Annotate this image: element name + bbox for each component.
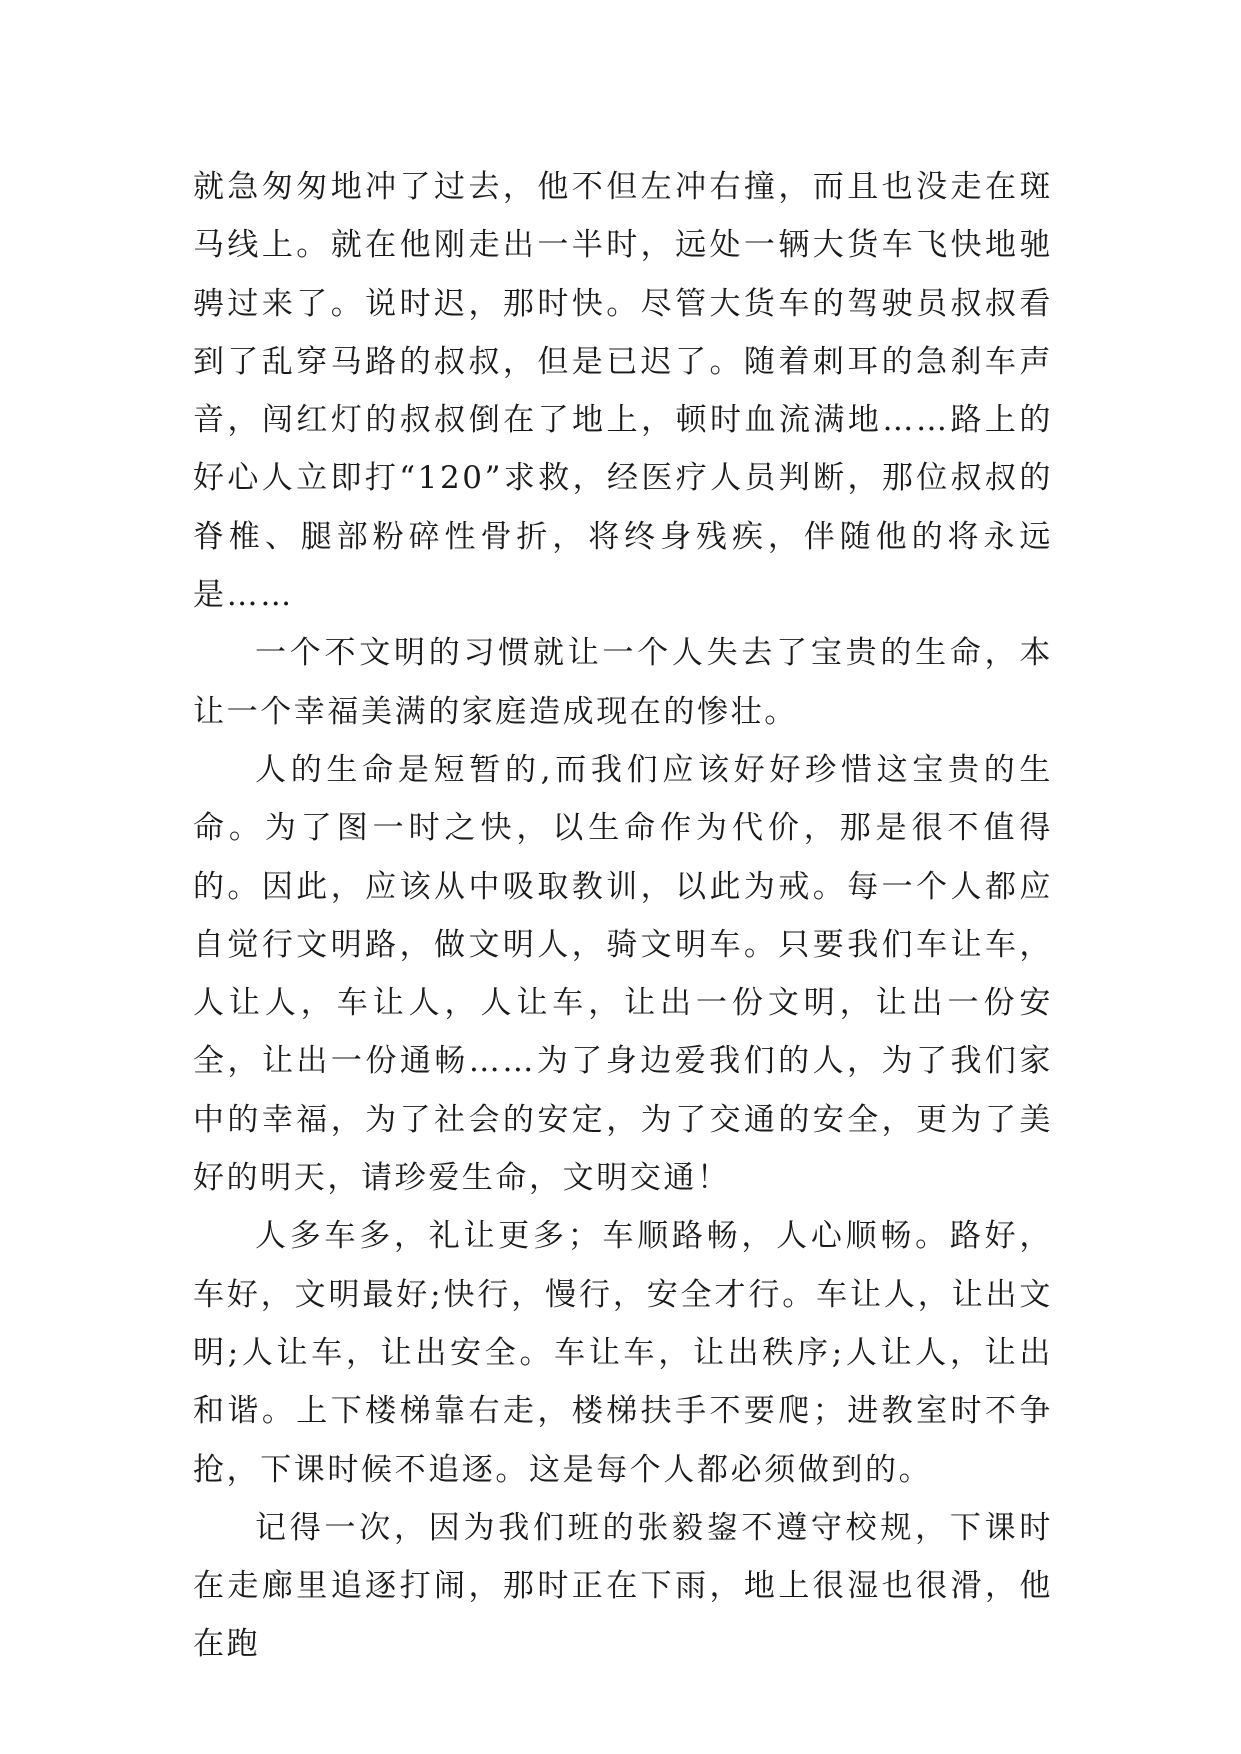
document-body — [193, 158, 1053, 1674]
paragraph-2: 一个不文明的习惯就让一个人失去了宝贵的生命，本让一个幸福美满的家庭造成现在的惨壮。 — [193, 635, 1053, 730]
paragraph-4: 人多车多，礼让更多；车顺路畅，人心顺畅。路好，车好，文明最好;快行，慢行，安全才行。车让人，让出文明;人让车，让出安全。车让车，让出秩序;人让人，让出和谐。上下楼梯靠右走，楼梯扶手不要爬；进教室时不争抢，下课时候不追逐。这是每个人都必须做到的。 — [193, 1218, 1053, 1488]
paragraph-1: 就急匆匆地冲了过去，他不但左冲右撞，而且也没走在斑马线上。就在他刚走出一半时，远处一辆大货车飞快地驰骋过来了。说时迟，那时快。尽管大货车的驾驶员叔叔看到了乱穿马路的叔叔，但是已迟了。随着刺耳的急刹车声音，闯红灯的叔叔倒在了地上，顿时血流满地……路上的好心人立即打“120”求救，经医疗人员判断，那位叔叔的脊椎、腿部粉碎性骨折，将终身残疾，伴随他的将永远是…… — [193, 169, 1053, 614]
paragraph-3: 人的生命是短暂的,而我们应该好好珍惜这宝贵的生命。为了图一时之快，以生命作为代价，那是很不值得的。因此，应该从中吸取教训，以此为戒。每一个人都应自觉行文明路，做文明人，骑文明车。只要我们车让车，人让人，车让人，人让车，让出一份文明，让出一份安全，让出一份通畅……为了身边爱我们的人，为了我们家中的幸福，为了社会的安定，为了交通的安全，更为了美好的明天，请珍爱生命，文明交通！ — [193, 751, 1053, 1197]
paragraph-5: 记得一次，因为我们班的张毅鋆不遵守校规，下课时在走廊里追逐打闹，那时正在下雨，地上很湿也很滑，他在跑 — [193, 1509, 1053, 1663]
